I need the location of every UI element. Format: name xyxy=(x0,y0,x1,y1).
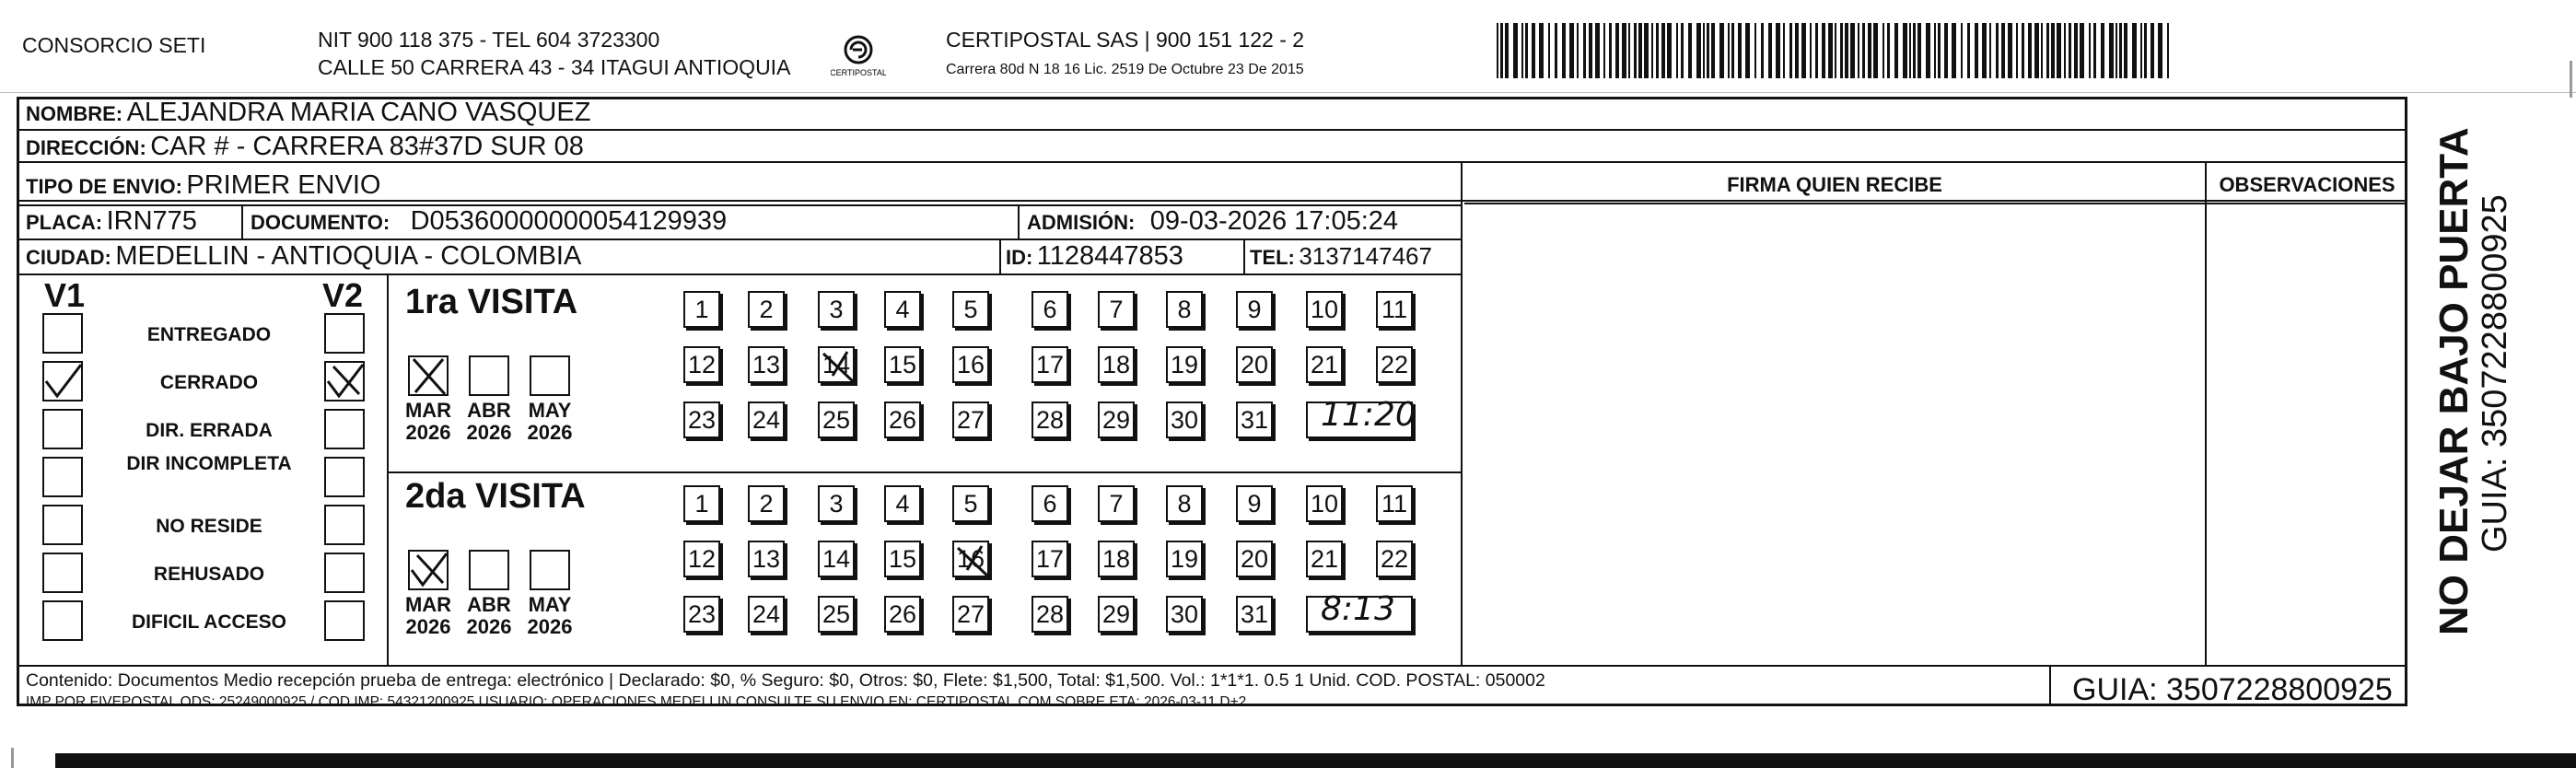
barcode-bar xyxy=(2034,23,2039,78)
day-box[interactable]: 31 xyxy=(1236,401,1273,438)
content-line: Contenido: Documentos Medio recepción prueba de entrega: electrónico | Declarado: $0, % Seguro: $0, Otros: $0, Flete: $1,500, Total: $1,500. Vol.: 1*1*1. 0.5 1 Unid. COD. POSTAL: 050002 xyxy=(26,670,1545,691)
barcode-bar xyxy=(1688,23,1692,78)
barcode-bar xyxy=(1521,23,1523,78)
barcode-bar xyxy=(1500,23,1503,78)
handwritten-time-box[interactable] xyxy=(1306,396,1416,438)
barcode-bar xyxy=(1938,23,1941,78)
barcode-bar xyxy=(2008,23,2012,78)
barcode-bar xyxy=(1828,23,1833,78)
v1-checkbox[interactable] xyxy=(42,600,83,641)
barcode-bar xyxy=(1622,23,1626,78)
check-mark-icon xyxy=(820,348,857,385)
barcode-bar xyxy=(2109,23,2114,78)
barcode-bar xyxy=(1634,23,1637,78)
day-box[interactable]: 1 xyxy=(683,485,720,522)
month-label: MAY xyxy=(528,399,572,422)
barcode-bar xyxy=(2151,23,2154,78)
signature-header: FIRMA QUIEN RECIBE xyxy=(1727,173,1942,196)
status-label: NO RESIDE xyxy=(156,516,262,537)
name-row: NOMBRE: ALEJANDRA MARIA CANO VASQUEZ xyxy=(26,98,591,127)
barcode-bar xyxy=(1497,23,1498,78)
barcode-bar xyxy=(1676,23,1678,78)
month-year: 2026 xyxy=(527,421,573,444)
v1-checkbox[interactable] xyxy=(42,553,83,593)
barcode-bar xyxy=(1603,23,1605,78)
side-notice: NO DEJAR BAJO PUERTA xyxy=(2431,127,2477,635)
day-box[interactable]: 20 xyxy=(1236,346,1273,383)
barcode-bar xyxy=(2144,23,2147,78)
barcode-bar xyxy=(1926,23,1930,78)
day-box[interactable]: 23 xyxy=(683,596,720,633)
day-box[interactable]: 17 xyxy=(1032,346,1068,383)
type-row: TIPO DE ENVIO: PRIMER ENVIO xyxy=(26,170,381,200)
barcode-bar xyxy=(1761,23,1764,78)
v2-header: V2 xyxy=(322,276,364,314)
barcode-bar xyxy=(1989,23,1991,78)
barcode-bar xyxy=(1917,23,1921,78)
barcode-bar xyxy=(1894,23,1898,78)
day-box[interactable]: 25 xyxy=(818,401,855,438)
barcode-bar xyxy=(1719,23,1724,78)
day-box[interactable]: 4 xyxy=(884,485,921,522)
day-box[interactable]: 5 xyxy=(952,291,989,328)
barcode-bar xyxy=(2016,23,2018,78)
v2-checkbox[interactable] xyxy=(324,553,365,593)
v2-checkbox[interactable] xyxy=(324,409,365,449)
barcode-bar xyxy=(2119,23,2122,78)
day-box[interactable]: 2 xyxy=(748,485,785,522)
barcode-bar xyxy=(1532,23,1535,78)
month-checkbox-mar[interactable] xyxy=(408,355,449,396)
day-box[interactable]: 30 xyxy=(1166,401,1203,438)
barcode-bar xyxy=(1789,23,1792,78)
v2-checkbox[interactable] xyxy=(324,457,365,497)
recipient-address: CAR # - CARRERA 83#37D SUR 08 xyxy=(150,132,584,161)
visit-2-title: 2da VISITA xyxy=(405,477,586,516)
day-box[interactable]: 23 xyxy=(683,401,720,438)
barcode-bar xyxy=(1548,23,1550,78)
barcode-bar xyxy=(1801,23,1806,78)
barcode-bar xyxy=(1525,23,1528,78)
day-box[interactable]: 6 xyxy=(1032,485,1068,522)
observations-header: OBSERVACIONES xyxy=(2219,173,2395,196)
v1-checkbox[interactable] xyxy=(42,361,83,401)
day-box[interactable]: 5 xyxy=(952,485,989,522)
day-box[interactable]: 21 xyxy=(1306,541,1343,577)
handwritten-time-box[interactable] xyxy=(1306,590,1413,633)
barcode-bar xyxy=(1707,23,1709,78)
day-box[interactable]: 26 xyxy=(884,401,921,438)
day-box[interactable]: 24 xyxy=(748,401,785,438)
barcode-bar xyxy=(1711,23,1715,78)
v1-checkbox[interactable] xyxy=(42,313,83,354)
plate-value: IRN775 xyxy=(106,206,197,236)
logo-text: CERTIPOSTAL xyxy=(831,68,886,77)
month-label: MAR xyxy=(404,593,452,616)
imp-line: IMP POR FIVEPOSTAL ODS: 25249000925 / COD.IMP: 54321200925 USUARIO: OPERACIONES MEDELLIN CONSULTE SU ENVIO EN: CERTIPOSTAL.COM SOBRE ETA: 2026-03-11 D+2 xyxy=(26,694,1247,710)
city-value: MEDELLIN - ANTIOQUIA - COLOMBIA xyxy=(115,241,582,271)
document-row: DOCUMENTO: D05360000000054129939 xyxy=(251,206,728,236)
courier-name: CERTIPOSTAL SAS | 900 151 122 - 2 xyxy=(946,28,1305,52)
visit-1-title: 1ra VISITA xyxy=(405,283,578,321)
status-label: CERRADO xyxy=(159,372,259,393)
barcode-bar xyxy=(2028,23,2032,78)
barcode-bar xyxy=(2080,23,2084,78)
day-box[interactable]: 16 xyxy=(952,541,989,577)
barcode-bar xyxy=(1562,23,1566,78)
barcode-bar xyxy=(1644,23,1649,78)
barcode-bar xyxy=(1513,23,1518,78)
check-mark-icon xyxy=(408,550,449,590)
recipient-name: ALEJANDRA MARIA CANO VASQUEZ xyxy=(126,98,591,127)
admission-value: 09-03-2026 17:05:24 xyxy=(1149,206,1399,236)
status-label: DIR INCOMPLETA xyxy=(126,453,292,474)
barcode-bar xyxy=(1696,23,1701,78)
barcode-bar xyxy=(2089,23,2091,78)
day-box[interactable]: 11 xyxy=(1376,291,1413,328)
barcode-bar xyxy=(2132,23,2137,78)
day-box[interactable]: 22 xyxy=(1376,541,1413,577)
barcode-bar xyxy=(1822,23,1825,78)
barcode-bar xyxy=(1589,23,1592,78)
day-box[interactable]: 8 xyxy=(1166,291,1203,328)
barcode-bar xyxy=(1967,23,1970,78)
barcode-bar xyxy=(1615,23,1619,78)
barcode-bar xyxy=(1783,23,1785,78)
barcode-bar xyxy=(1913,23,1916,78)
month-year: 2026 xyxy=(405,421,451,444)
barcode-bar xyxy=(1909,23,1911,78)
barcode xyxy=(1497,23,2178,78)
status-label: ENTREGADO xyxy=(146,324,272,345)
barcode-bar xyxy=(2093,23,2096,78)
month-checkbox-abr[interactable] xyxy=(469,550,509,590)
barcode-bar xyxy=(1577,23,1579,78)
id-value: 1128447853 xyxy=(1036,241,1183,271)
day-box[interactable]: 8 xyxy=(1166,485,1203,522)
barcode-bar xyxy=(1754,23,1756,78)
barcode-bar xyxy=(1583,23,1586,78)
plate-row: PLACA: IRN775 xyxy=(26,206,197,236)
status-label: DIFICIL ACCESO xyxy=(131,611,286,633)
month-year: 2026 xyxy=(466,421,512,444)
barcode-bar xyxy=(1862,23,1865,78)
scan-mark xyxy=(11,748,14,768)
scan-edge-band xyxy=(55,753,2576,768)
barcode-bar xyxy=(1731,23,1734,78)
month-year: 2026 xyxy=(466,615,512,638)
day-box[interactable]: 10 xyxy=(1306,291,1343,328)
day-box[interactable]: 18 xyxy=(1098,541,1135,577)
barcode-bar xyxy=(1628,23,1630,78)
check-mark-icon xyxy=(42,361,83,401)
month-year: 2026 xyxy=(405,615,451,638)
v1-header: V1 xyxy=(44,276,86,314)
city-row: CIUDAD: MEDELLIN - ANTIOQUIA - COLOMBIA xyxy=(26,241,582,271)
barcode-bar xyxy=(1795,23,1799,78)
day-box[interactable]: 19 xyxy=(1166,541,1203,577)
barcode-bar xyxy=(1873,23,1878,78)
barcode-bar xyxy=(2140,23,2142,78)
barcode-bar xyxy=(1539,23,1544,78)
barcode-bar xyxy=(1651,23,1653,78)
month-year: 2026 xyxy=(527,615,573,638)
check-mark-icon xyxy=(324,361,365,401)
day-box[interactable]: 3 xyxy=(818,291,855,328)
barcode-bar xyxy=(1882,23,1884,78)
month-checkbox-mar[interactable] xyxy=(408,550,449,590)
id-row: ID: 1128447853 xyxy=(1006,241,1183,271)
day-box[interactable]: 7 xyxy=(1098,291,1135,328)
barcode-bar xyxy=(1776,23,1780,78)
barcode-bar xyxy=(1555,23,1557,78)
barcode-bar xyxy=(1868,23,1871,78)
barcode-bar xyxy=(1996,23,1999,78)
address-line: CALLE 50 CARRERA 43 - 34 ITAGUI ANTIOQUIA xyxy=(318,55,791,79)
scan-mark xyxy=(2570,61,2572,98)
barcode-bar xyxy=(2051,23,2055,78)
barcode-bar xyxy=(1887,23,1890,78)
barcode-bar xyxy=(1609,23,1612,78)
barcode-bar xyxy=(1595,23,1600,78)
barcode-bar xyxy=(2064,23,2066,78)
barcode-bar xyxy=(1961,23,1963,78)
x-mark-icon xyxy=(408,355,449,396)
day-box[interactable]: 9 xyxy=(1236,485,1273,522)
v1-checkbox[interactable] xyxy=(42,505,83,545)
check-mark-icon xyxy=(954,542,991,579)
courier-license: Carrera 80d N 18 16 Lic. 2519 De Octubre 23 De 2015 xyxy=(946,62,1304,77)
day-box[interactable]: 18 xyxy=(1098,346,1135,383)
barcode-bar xyxy=(1903,23,1907,78)
tel-value: 3137147467 xyxy=(1299,242,1432,270)
barcode-bar xyxy=(2069,23,2071,78)
day-box[interactable]: 13 xyxy=(748,541,785,577)
month-label: MAR xyxy=(404,399,452,422)
nit-line: NIT 900 118 375 - TEL 604 3723300 xyxy=(318,28,660,52)
barcode-bar xyxy=(2167,23,2169,78)
day-box[interactable]: 27 xyxy=(952,401,989,438)
month-checkbox-abr[interactable] xyxy=(469,355,509,396)
handwritten-time: 8:13 xyxy=(1321,590,1395,628)
day-box[interactable]: 28 xyxy=(1032,401,1068,438)
month-label: MAY xyxy=(528,593,572,616)
day-box[interactable]: 16 xyxy=(952,346,989,383)
day-box[interactable]: 30 xyxy=(1166,596,1203,633)
v1-checkbox[interactable] xyxy=(42,457,83,497)
day-box[interactable]: 14 xyxy=(818,541,855,577)
barcode-bar xyxy=(1858,23,1859,78)
courier-logo xyxy=(831,33,886,79)
day-box[interactable]: 24 xyxy=(748,596,785,633)
barcode-bar xyxy=(2124,23,2127,78)
day-box[interactable]: 27 xyxy=(952,596,989,633)
day-box[interactable]: 12 xyxy=(683,541,720,577)
month-checkbox-may[interactable] xyxy=(530,355,570,396)
status-label: REHUSADO xyxy=(153,564,265,585)
barcode-bar xyxy=(1982,23,1987,78)
month-label: ABR xyxy=(467,593,511,616)
day-box[interactable]: 21 xyxy=(1306,346,1343,383)
barcode-bar xyxy=(2046,23,2049,78)
company-name: CONSORCIO SETI xyxy=(22,33,206,57)
side-guia: GUIA: 3507228800925 xyxy=(2476,194,2514,553)
barcode-bar xyxy=(2041,23,2043,78)
v1-checkbox[interactable] xyxy=(42,409,83,449)
day-box[interactable]: 19 xyxy=(1166,346,1203,383)
barcode-bar xyxy=(2158,23,2162,78)
day-box[interactable]: 20 xyxy=(1236,541,1273,577)
barcode-bar xyxy=(2101,23,2104,78)
day-box[interactable]: 22 xyxy=(1376,346,1413,383)
barcode-bar xyxy=(1835,23,1836,78)
day-box[interactable]: 13 xyxy=(748,346,785,383)
day-box[interactable]: 28 xyxy=(1032,596,1068,633)
day-box[interactable]: 15 xyxy=(884,346,921,383)
barcode-bar xyxy=(1934,23,1936,78)
barcode-bar xyxy=(1569,23,1574,78)
month-label: ABR xyxy=(467,399,511,422)
barcode-bar xyxy=(1656,23,1659,78)
header-divider xyxy=(0,92,2576,93)
address-row: DIRECCIÓN: CAR # - CARRERA 83#37D SUR 08 xyxy=(26,132,584,161)
barcode-bar xyxy=(1745,23,1750,78)
day-box[interactable]: 6 xyxy=(1032,291,1068,328)
barcode-bar xyxy=(1952,23,1956,78)
day-box[interactable]: 29 xyxy=(1098,401,1135,438)
day-box[interactable]: 10 xyxy=(1306,485,1343,522)
day-box[interactable]: 26 xyxy=(884,596,921,633)
footer-guia: GUIA: 3507228800925 xyxy=(2072,672,2393,707)
day-box[interactable]: 29 xyxy=(1098,596,1135,633)
v2-checkbox[interactable] xyxy=(324,505,365,545)
barcode-bar xyxy=(2057,23,2061,78)
month-checkbox-may[interactable] xyxy=(530,550,570,590)
barcode-bar xyxy=(1681,23,1684,78)
barcode-bar xyxy=(1505,23,1509,78)
day-box[interactable]: 9 xyxy=(1236,291,1273,328)
barcode-bar xyxy=(1944,23,1948,78)
barcode-bar xyxy=(1768,23,1772,78)
barcode-bar xyxy=(1738,23,1742,78)
document-value: D05360000000054129939 xyxy=(410,206,728,236)
day-box[interactable]: 7 xyxy=(1098,485,1135,522)
v2-checkbox[interactable] xyxy=(324,600,365,641)
barcode-bar xyxy=(1840,23,1843,78)
barcode-bar xyxy=(1728,23,1730,78)
day-box[interactable]: 15 xyxy=(884,541,921,577)
day-box[interactable]: 12 xyxy=(683,346,720,383)
day-box[interactable]: 25 xyxy=(818,596,855,633)
barcode-bar xyxy=(1975,23,1978,78)
handwritten-time: 11:20 xyxy=(1321,396,1416,434)
day-box[interactable]: 14 xyxy=(818,346,855,383)
admission-row: ADMISIÓN: 09-03-2026 17:05:24 xyxy=(1027,206,1399,236)
barcode-bar xyxy=(1810,23,1812,78)
day-box[interactable]: 11 xyxy=(1376,485,1413,522)
day-box[interactable]: 3 xyxy=(818,485,855,522)
status-label: DIR. ERRADA xyxy=(146,420,273,441)
v2-checkbox[interactable] xyxy=(324,313,365,354)
tel-row: TEL: 3137147467 xyxy=(1250,242,1432,270)
barcode-bar xyxy=(2022,23,2024,78)
barcode-bar xyxy=(1845,23,1848,78)
barcode-bar xyxy=(2116,23,2117,78)
day-box[interactable]: 17 xyxy=(1032,541,1068,577)
barcode-bar xyxy=(1667,23,1672,78)
day-box[interactable]: 31 xyxy=(1236,596,1273,633)
barcode-bar xyxy=(2074,23,2078,78)
barcode-bar xyxy=(1703,23,1705,78)
barcode-bar xyxy=(1638,23,1642,78)
barcode-bar xyxy=(1850,23,1855,78)
v2-checkbox[interactable] xyxy=(324,361,365,401)
barcode-bar xyxy=(1815,23,1818,78)
barcode-bar xyxy=(2001,23,2005,78)
day-box[interactable]: 1 xyxy=(683,291,720,328)
barcode-bar xyxy=(1661,23,1665,78)
day-box[interactable]: 4 xyxy=(884,291,921,328)
day-box[interactable]: 2 xyxy=(748,291,785,328)
shipment-type: PRIMER ENVIO xyxy=(186,170,381,200)
